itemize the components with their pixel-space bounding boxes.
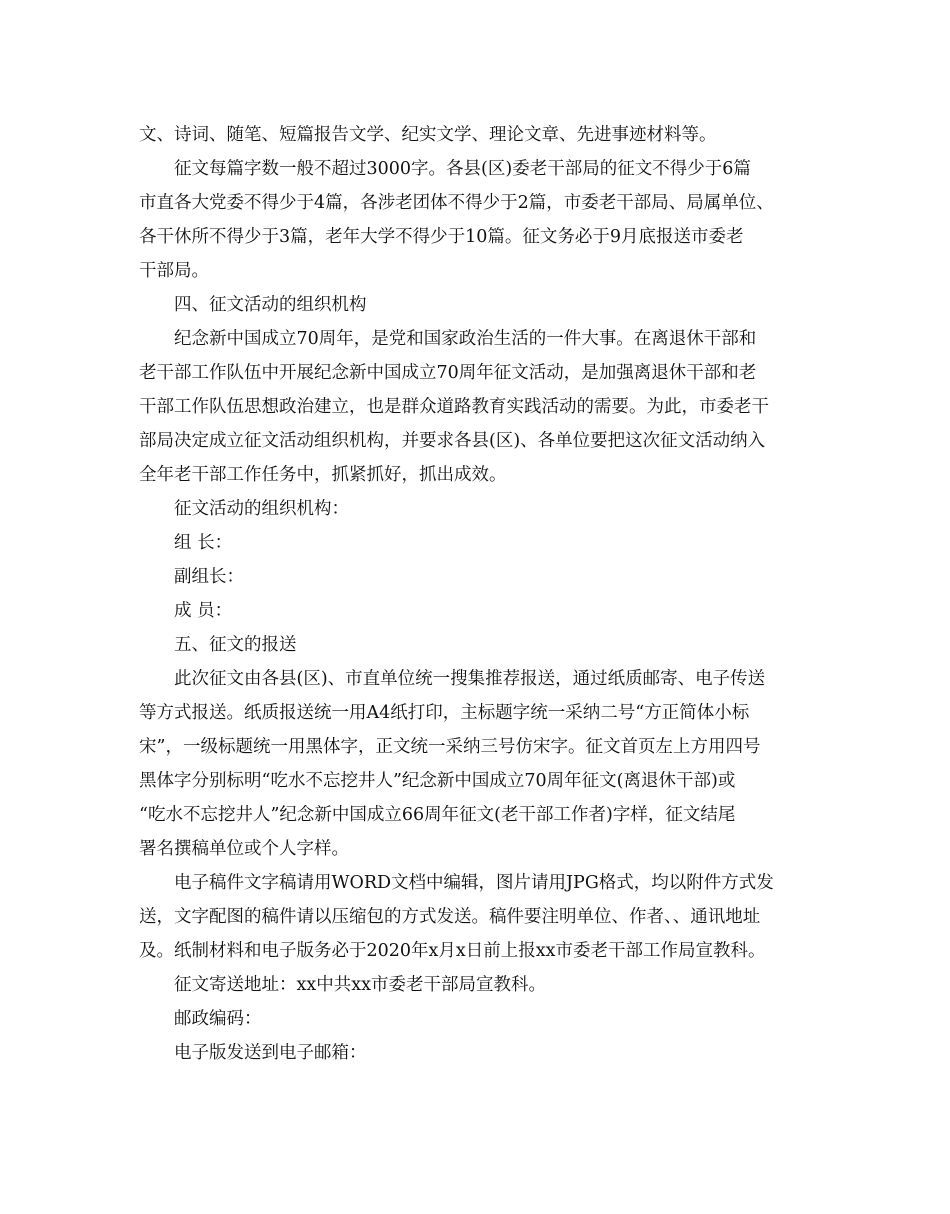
text-line: 此次征文由各县(区)、市直单位统一搜集推荐报送，通过纸质邮寄、电子传送: [174, 669, 766, 689]
text-line: 副组长：: [174, 567, 244, 587]
text-line: 黑体字分别标明“吃水不忘挖井人”纪念新中国成立70周年征文(离退休干部)或: [139, 771, 736, 791]
text-line: 部局决定成立征文活动组织机构，并要求各县(区)、各单位要把这次征文活动纳入: [139, 431, 766, 451]
text-line: 征文每篇字数一般不超过3000字。各县(区)委老干部局的征文不得少于6篇: [174, 159, 751, 179]
text-line: 宋”，一级标题统一用黑体字，正文统一采纳三号仿宋字。征文首页左上方用四号: [139, 737, 761, 757]
text-line: 文、诗词、随笔、短篇报告文学、纪实文学、理论文章、先进事迹材料等。: [139, 125, 717, 145]
text-line: 老干部工作队伍中开展纪念新中国成立70周年征文活动，是加强离退休干部和老: [139, 363, 757, 383]
text-line: 全年老干部工作任务中，抓紧抓好，抓出成效。: [139, 465, 507, 485]
text-line: 电子版发送到电子邮箱：: [174, 1043, 367, 1063]
text-line: 及。纸制材料和电子版务必于2020年x月x日前上报xx市委老干部工作局宣教科。: [139, 941, 766, 961]
text-line: 邮政编码：: [174, 1009, 262, 1029]
text-line: 干部局。: [139, 261, 209, 281]
text-line: 送，文字配图的稿件请以压缩包的方式发送。稿件要注明单位、作者、、通讯地址: [139, 907, 761, 927]
text-line: 征文活动的组织机构：: [174, 499, 349, 519]
text-line: 征文寄送地址：xx中共xx市委老干部局宣教科。: [174, 975, 546, 995]
text-line: 市直各大党委不得少于4篇，各涉老团体不得少于2篇，市委老干部局、局属单位、: [139, 193, 774, 213]
document-body: [139, 118, 819, 1070]
text-line: 署名撰稿单位或个人字样。: [139, 839, 349, 859]
text-line: 四、征文活动的组织机构: [174, 295, 367, 315]
text-line: “吃水不忘挖井人”纪念新中国成立66周年征文(老干部工作者)字样，征文结尾: [139, 805, 736, 825]
text-line: 干部工作队伍思想政治建立，也是群众道路教育实践活动的需要。为此，市委老干: [139, 397, 769, 417]
text-line: 五、征文的报送: [174, 635, 297, 655]
text-line: 电子稿件文字稿请用WORD文档中编辑，图片请用JPG格式，均以附件方式发: [174, 873, 774, 893]
text-line: 纪念新中国成立70周年，是党和国家政治生活的一件大事。在离退休干部和: [174, 329, 757, 349]
text-line: 组 长：: [174, 533, 233, 553]
text-line: 各干休所不得少于3篇，老年大学不得少于10篇。征文务必于9月底报送市委老: [139, 227, 744, 247]
text-line: 等方式报送。纸质报送统一用A4纸打印，主标题字统一采纳二号“方正简体小标: [139, 703, 750, 723]
text-line: 成 员：: [174, 601, 233, 621]
